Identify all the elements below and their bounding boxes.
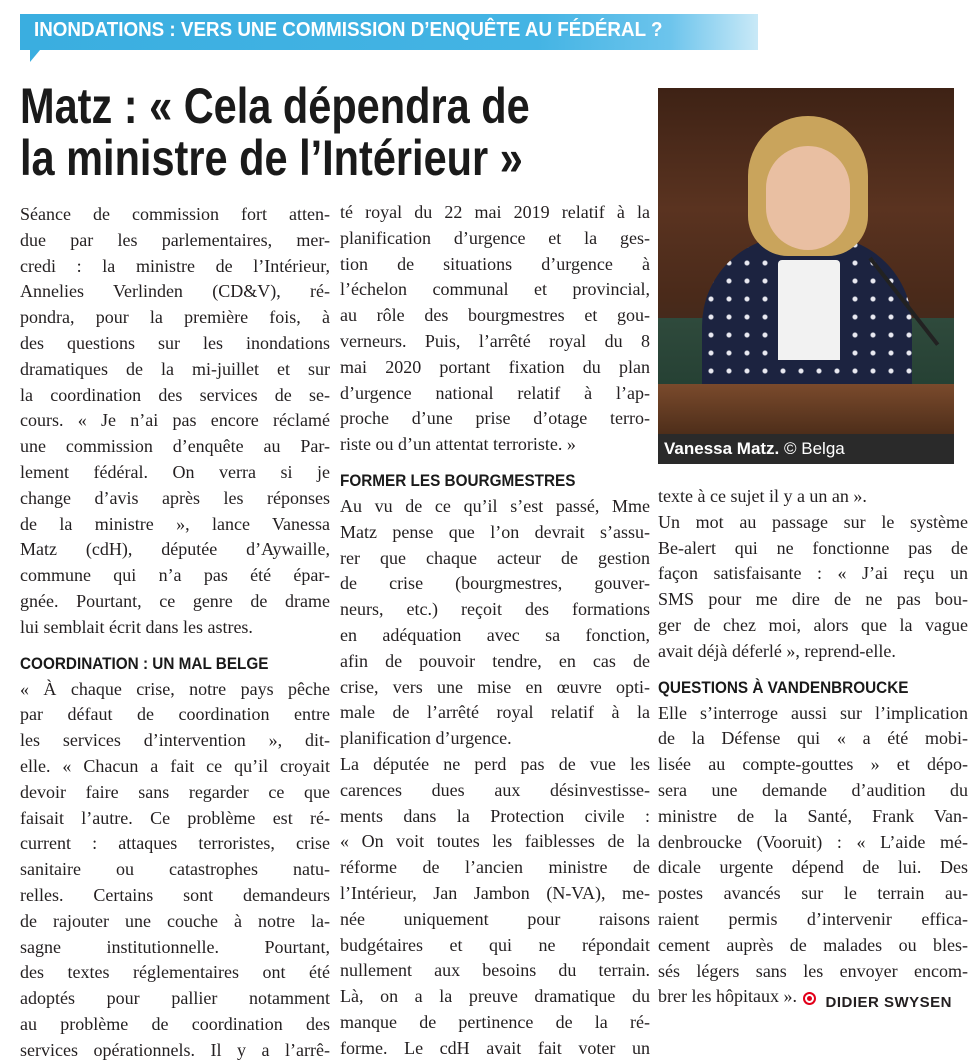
text-line: au problème de coordination des [20, 1013, 330, 1034]
subhead-coordination: COORDINATION : UN MAL BELGE [20, 653, 269, 673]
text-line: l’Intérieur, Jan Jambon (N-VA), me- [340, 882, 650, 903]
text-line: par défaut de coordination entre [20, 704, 330, 725]
text-line: sés légers sans les envoyer encom- [658, 960, 968, 981]
text-line: lui semblait écrit dans les astres. [20, 616, 253, 637]
text-line: credi : la ministre de l’Intérieur, [20, 255, 330, 276]
text-line: dicale urgente dépend de lui. Des [658, 857, 968, 878]
photo-shirt [778, 260, 840, 360]
end-mark-icon [803, 992, 816, 1005]
banner-text: INONDATIONS : VERS UNE COMMISSION D’ENQUÊTE AU FÉDÉRAL ? [34, 19, 663, 41]
text-line: male de l’arrêté royal relatif à la [340, 702, 650, 723]
text-line: gnée. Pourtant, ce genre de drame [20, 590, 330, 611]
text-line: avait déjà déferlé », reprend-elle. [658, 640, 896, 661]
text-line: budgétaires et qui ne répondait [340, 934, 650, 955]
text-line: lement fédéral. On verra si je [20, 461, 330, 482]
text-line: Là, on a la preuve dramatique du [340, 986, 650, 1007]
text-line: relles. Certains sont demandeurs [20, 884, 330, 905]
text-line: née uniquement pour raisons [340, 908, 650, 929]
text-line: La députée ne perd pas de vue les [340, 753, 650, 774]
article-column-1 [20, 202, 330, 1064]
text-line: dramatiques de la mi-juillet et sur [20, 358, 330, 379]
caption-credit: © Belga [784, 439, 845, 458]
text-line: lisée au compte-gouttes » et dépo- [658, 754, 968, 775]
text-line: forme. Le cdH avait fait voter un [340, 1037, 650, 1058]
text-line: faisait l’autre. Ce problème est ré- [20, 807, 330, 828]
text-line: des questions sur les inondations [20, 332, 330, 353]
text-line: des textes réglementaires ont été [20, 962, 330, 983]
article-photo [658, 88, 954, 434]
col2-body-2 [340, 494, 650, 1062]
text-line: Matz pense que l’on devrait s’assu- [340, 521, 650, 542]
text-line: « On voit toutes les faiblesses de la [340, 831, 650, 852]
text-line: Be-alert qui ne fonctionne pas de [658, 537, 968, 558]
col2-body [340, 200, 650, 458]
headline-line-1: Matz : « Cela dépendra de [20, 78, 530, 134]
text-line: verneurs. Puis, l’arrêté royal du 8 [340, 330, 650, 351]
text-line: postes avancés sur le terrain au- [658, 883, 968, 904]
article-column-2 [340, 200, 650, 1062]
caption-name: Vanessa Matz. [664, 439, 780, 458]
text-line: ments dans la Protection civile : [340, 805, 650, 826]
article-column-3 [658, 484, 968, 1010]
text-line: raient permis d’intervenir effica- [658, 908, 968, 929]
text-line: sagne institutionnelle. Pourtant, [20, 936, 330, 957]
subhead-vandenbroucke: QUESTIONS À VANDENBROUCKE [658, 677, 909, 697]
text-line: texte à ce sujet il y a un an ». [658, 486, 867, 506]
text-line: mai 2020 portant fixation du plan [340, 356, 650, 377]
text-line: la coordination des services de se- [20, 384, 330, 405]
text-line: cours. « Je n’ai pas encore réclamé [20, 410, 330, 431]
text-line: elle. « Chacun a fait ce qu’il croyait [20, 755, 330, 776]
text-line: de la ministre », lance Vanessa [20, 513, 330, 534]
text-line: « À chaque crise, notre pays pêche [20, 678, 330, 699]
text-line: Un mot au passage sur le système [658, 511, 968, 532]
text-line: SMS pour me dire de ne pas bou- [658, 589, 968, 610]
text-line: crise, vers une mise en œuvre opti- [340, 676, 650, 697]
text-line: planification d’urgence et la ges- [340, 227, 650, 248]
text-line: au rôle des bourgmestres et gou- [340, 305, 650, 326]
text-line: cement auprès de malades ou bles- [658, 934, 968, 955]
text-line: riste ou d’un attentat terroriste. » [340, 434, 576, 455]
text-line: en adéquation avec sa fonction, [340, 624, 650, 645]
text-line: tion de situations d’urgence à [340, 253, 650, 274]
col1-body [20, 202, 330, 641]
text-line: brer les hôpitaux ». [658, 984, 968, 1010]
text-line: manque de pertinence de la ré- [340, 1011, 650, 1032]
text-line: sera une demande d’audition du [658, 779, 968, 800]
text-line: denbroucke (Vooruit) : « L’aide mé- [658, 831, 968, 852]
text-line: sanitaire ou catastrophes natu- [20, 859, 330, 880]
subhead-bourgmestres: FORMER LES BOURGMESTRES [340, 470, 576, 490]
col3-body-2 [658, 701, 968, 1011]
text-line: de la Défense qui « a été mobi- [658, 728, 968, 749]
text-line: rer que chaque acteur de gestion [340, 547, 650, 568]
text-line: neurs, etc.) reçoit des formations [340, 599, 650, 620]
photo-caption [658, 434, 954, 464]
text-line: due par les parlementaires, mer- [20, 229, 330, 250]
text-line: de rajouter une couche à notre la- [20, 910, 330, 931]
text-line: Annelies Verlinden (CD&V), ré- [20, 281, 330, 302]
banner-tick [30, 50, 40, 62]
photo-face [766, 146, 850, 250]
text-line: Elle s’interroge aussi sur l’implication [658, 702, 968, 723]
text-line: réforme de l’ancien ministre de [340, 857, 650, 878]
text-line: d’urgence national relatif à l’ap- [340, 382, 650, 403]
text-line: proche d’une prise d’otage terro- [340, 408, 650, 429]
text-line: current : attaques terroristes, crise [20, 833, 330, 854]
text-line: ministre de la Santé, Frank Van- [658, 805, 968, 826]
text-line: pondra, pour la première fois, à [20, 307, 330, 328]
text-line: té royal du 22 mai 2019 relatif à la [340, 202, 650, 222]
text-line: les services d’intervention », dit- [20, 730, 330, 751]
byline: DIDIER SWYSEN [825, 994, 952, 1011]
col1-body-2 [20, 677, 330, 1064]
text-line: devoir faire sans regarder ce que [20, 781, 330, 802]
text-line: une commission d’enquête au Par- [20, 436, 330, 457]
text-line: Séance de commission fort atten- [20, 204, 330, 224]
text-line: façon satisfaisante : « J’ai reçu un [658, 563, 968, 584]
text-line: afin de pouvoir tendre, en cas de [340, 650, 650, 671]
photo-desk [658, 384, 954, 434]
text-line: carences dues aux désinvestisse- [340, 779, 650, 800]
section-banner [20, 14, 758, 50]
text-line: nullement aux besoins du terrain. [340, 960, 650, 981]
text-line: services opérationnels. Il y a l’arrê- [20, 1039, 330, 1060]
text-line: commune qui n’a pas été épar- [20, 565, 330, 586]
text-line: l’échelon communal et provincial, [340, 279, 650, 300]
col3-body [658, 484, 968, 665]
text-line: Matz (cdH), députée d’Aywaille, [20, 539, 330, 560]
text-line: de crise (bourgmestres, gouver- [340, 573, 650, 594]
text-line: planification d’urgence. [340, 728, 512, 749]
text-line: adoptés pour pallier notamment [20, 988, 330, 1009]
text-line: ger de chez moi, alors que la vague [658, 614, 968, 635]
text-line: Au vu de ce qu’il s’est passé, Mme [340, 495, 650, 516]
text-line: change d’avis après les réponses [20, 487, 330, 508]
headline-line-2: la ministre de l’Intérieur » [20, 130, 523, 186]
headline [20, 80, 660, 184]
